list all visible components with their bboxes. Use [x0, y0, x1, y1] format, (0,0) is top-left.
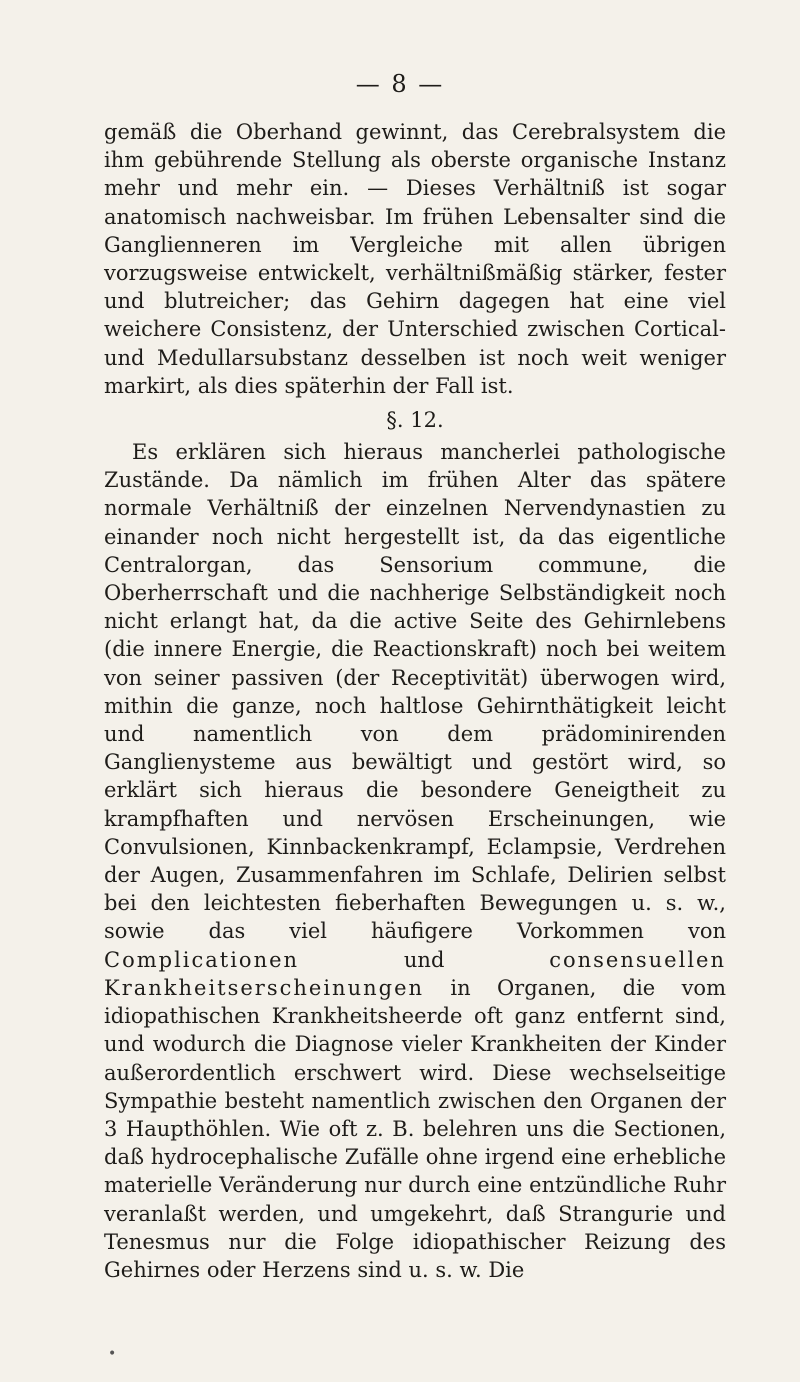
- paragraph-continuation: gemäß die Oberhand gewinnt, das Cerebralsystem die ihm gebührende Stellung als oberste organische Instanz mehr und mehr ein. — Dieses Verhältniß ist sogar anatomisch nachweisbar. Im frühen Lebensalter sind die Ganglienneren im Vergleiche mit allen übrigen vorzugsweise entwickelt, verhältnißmäßig stärker, fester und blutreicher; das Gehirn dagegen hat eine viel weichere Consistenz, der Unterschied zwischen Cortical- und Medullarsubstanz desselben ist noch weit weniger markirt, als dies späterhin der Fall ist.: [104, 120, 726, 398]
- paragraph-text-end: in Organen, die vom idiopathischen Krankheitsheerde oft ganz entfernt sind, und wodurch die Diagnose vieler Krankheiten der Kinder außerordentlich erschwert wird. Diese wechselseitige Sympathie besteht namentlich zwischen den Organen der 3 Haupthöhlen. Wie oft z. B. belehren uns die Sectionen, daß hydrocephalische Zufälle ohne irgend eine erhebliche materielle Veränderung nur durch eine entzündliche Ruhr veranlaßt werden, und umgekehrt, daß Strangurie und Tenesmus nur die Folge idiopathischer Reizung des Gehirnes oder Herzens sind u. s. w. Die: [104, 975, 726, 1282]
- paragraph-section-12: [104, 438, 726, 1284]
- emphasis-consensual: consensuellen Krankheitserscheinungen: [104, 947, 726, 1000]
- bottom-mark: •: [108, 1346, 117, 1362]
- body-text: [104, 118, 726, 1284]
- section-heading: §. 12.: [386, 408, 444, 433]
- emphasis-complications: Complicationen: [104, 947, 300, 972]
- page-number: — 8 —: [355, 70, 445, 98]
- paragraph-text: Es erklären sich hieraus mancherlei pathologische Zustände. Da nämlich im frühen Alter das spätere normale Verhältniß der einzelnen Nervendynastien zu einander noch nicht hergestellt ist, da das eigentliche Centralorgan, das Sensorium commune, die Oberherrschaft und die nachherige Selbständigkeit noch nicht erlangt hat, da die active Seite des Gehirnlebens (die innere Energie, die Reactionskraft) noch bei weitem von seiner passiven (der Receptivität) überwogen wird, mithin die ganze, noch haltlose Gehirnthätigkeit leicht und namentlich von dem prädominirenden Ganglienysteme aus bewältigt und gestört wird, so erklärt sich hieraus die besondere Geneigtheit zu krampfhaften und nervösen Erscheinungen, wie Convulsionen, Kinnbackenkrampf, Eclampsie, Verdrehen der Augen, Zusammenfahren im Schlafe, Delirien selbst bei den leichtesten fieberhaften Bewegungen u. s. w., sowie das viel häufigere Vorkommen von: [104, 440, 726, 944]
- paragraph-text-mid: und: [403, 947, 445, 972]
